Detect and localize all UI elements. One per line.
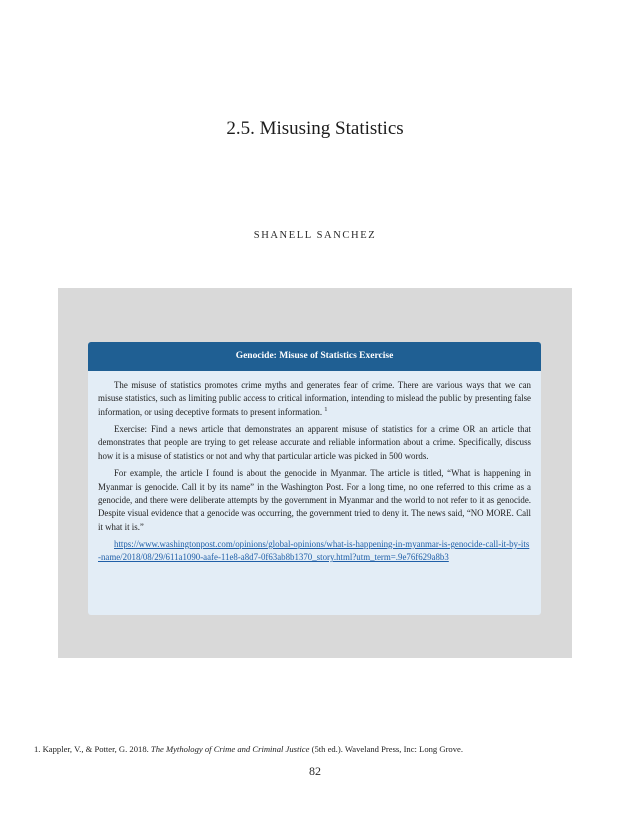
- footnote-prefix: 1. Kappler, V., & Potter, G. 2018.: [34, 744, 149, 754]
- page-number: 82: [309, 764, 321, 778]
- chapter-author: SHANELL SANCHEZ: [253, 230, 377, 241]
- exercise-paragraph-intro: [98, 379, 531, 419]
- footnote-suffix: (5th ed.). Waveland Press, Inc: Long Grove.: [311, 744, 463, 754]
- page-title: 2.5. Misusing Statistics: [226, 118, 404, 139]
- exercise-paragraph-example: For example, the article I found is about the genocide in Myanmar. The article is titled, “What is happening in Myanmar is genocide. Call it by its name” in the Washington Post. For a long time, no one referred to this crime as a genocide, and there were deliberate attempts by the government in Myanmar and the world to not refer to it as genocide. Despite visual evidence that a genocide was occurring, the government tried to deny it. The news said, “NO MORE. Call it what it is.”: [98, 468, 531, 532]
- exercise-header: Genocide: Misuse of Statistics Exercise: [88, 342, 541, 371]
- exercise-body: [88, 371, 541, 565]
- exercise-paragraph-task: Exercise: Find a news article that demonstrates an apparent misuse of statistics for a crime OR an article that demonstrates that people are trying to get release accurate and reliable information about a crime. Specifically, discuss how it is a misuse of statistics or not and why that particular article was picked in 500 words.: [98, 424, 531, 461]
- article-link[interactable]: https://www.washingtonpost.com/opinions/global-opinions/what-is-happening-in-myanmar-is-genocide-call-it-by-its-name/2018/08/29/611a1090-aafe-11e8-a8d7-0f63ab8b1370_story.html?utm_term=.9e76f629a8b3: [98, 538, 530, 563]
- footnote: [34, 744, 604, 754]
- exercise-paragraph-link: [98, 538, 531, 565]
- footnote-ref[interactable]: 1: [324, 405, 328, 413]
- footnote-book-title: The Mythology of Crime and Criminal Justice: [150, 744, 310, 754]
- exercise-box: [88, 342, 541, 615]
- intro-text: The misuse of statistics promotes crime myths and generates fear of crime. There are various ways that we can misuse statistics, such as limiting public access to critical information, intending to mislead the public by presenting false information, or using deceptive formats to present information.: [98, 380, 531, 417]
